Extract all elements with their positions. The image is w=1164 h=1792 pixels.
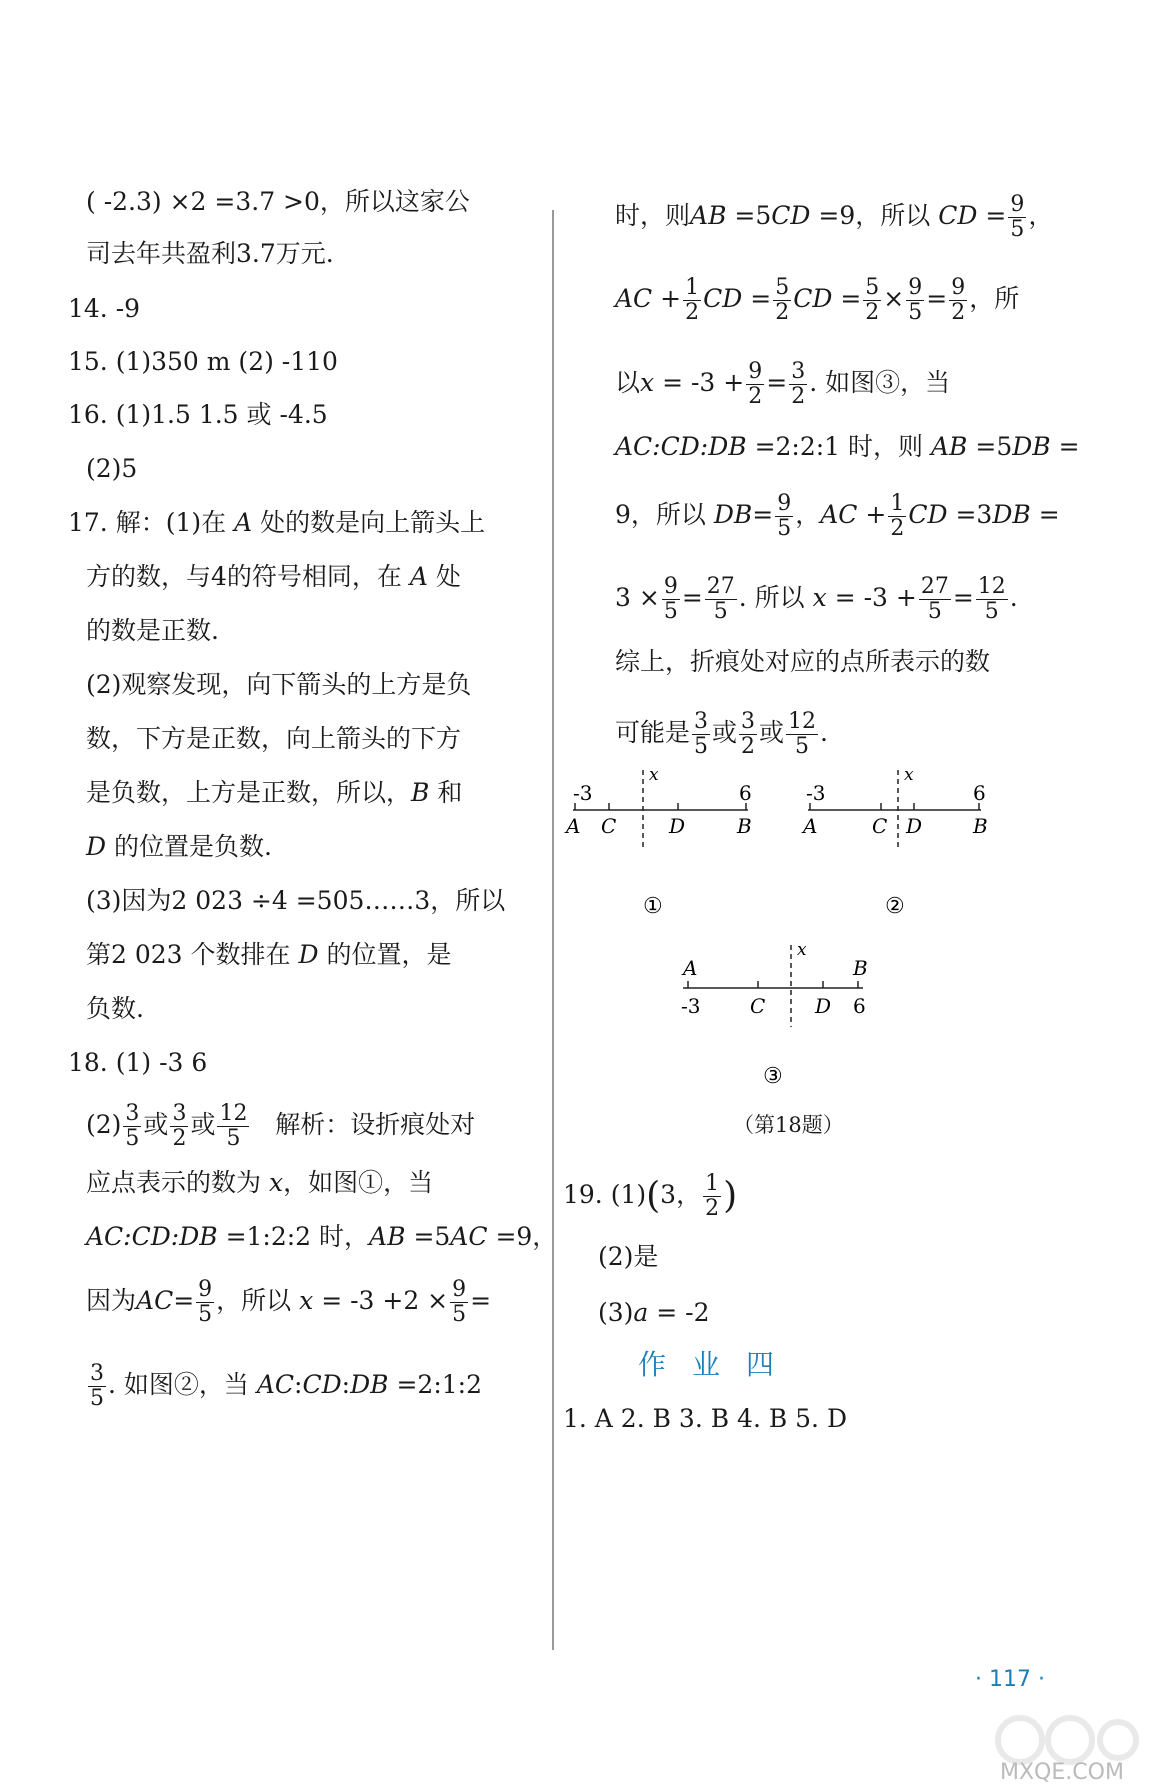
text-line: 综上，折痕处对应的点所表示的数: [615, 647, 991, 676]
answer-19: 19. (1)(3， $\frac{1}{2}$ ): [563, 1171, 738, 1221]
text-line: 的数是正数.: [86, 616, 219, 645]
text-line: 可能是 $\frac{3}{5}$ 或 $\frac{3}{2}$ 或 $\frac{12}{5}$ .: [615, 709, 828, 759]
text-line: 应点表示的数为 x，如图①，当: [86, 1168, 434, 1197]
figure-label: ②: [885, 894, 905, 919]
text-line: 9，所以 DB= $\frac{9}{5}$ ，AC + $\frac{1}{2}$ CD =3DB =: [615, 491, 1060, 541]
text-line: 方的数，与4的符号相同，在 A 处: [86, 562, 461, 591]
section-heading: 作业四: [638, 1348, 801, 1381]
text-line: 数，下方是正数，向上箭头的下方: [86, 724, 462, 753]
point-label: B: [853, 956, 868, 980]
point-label: D: [815, 994, 832, 1018]
tick-label: -3: [573, 781, 593, 805]
fraction: $\frac{3}{5}$: [90, 1361, 104, 1411]
fraction: $\frac{1}{2}$: [685, 275, 700, 325]
fraction: $\frac{9}{5}$: [777, 491, 792, 541]
fold-label: x: [797, 940, 807, 960]
answer-18: 18. (1) -3 6: [68, 1048, 208, 1077]
point-label: B: [737, 814, 752, 838]
point-label: C: [601, 814, 617, 838]
fraction: $\frac{27}{5}$: [706, 574, 735, 624]
fraction: $\frac{12}{5}$: [219, 1101, 248, 1151]
answer-16: 16. (1)1.5 1.5 或 -4.5: [68, 400, 328, 429]
answer-18-2: (2) $\frac{3}{5}$ 或 $\frac{3}{2}$ 或 $\frac{12}{5}$ 解析：设折痕处对: [86, 1101, 476, 1151]
answer-14: 14. -9: [68, 294, 141, 323]
text-line: $\frac{3}{5}$ . 如图②，当 AC:CD:DB =2:1:2: [90, 1361, 482, 1411]
text-line: 是负数，上方是正数，所以，B 和: [86, 778, 463, 807]
tick-label: 6: [739, 781, 752, 805]
point-label: D: [906, 814, 923, 838]
answer-19-2: (2)是: [598, 1242, 659, 1271]
point-label: A: [683, 956, 698, 980]
fraction: $\frac{1}{2}$: [890, 491, 905, 541]
fold-label: x: [904, 765, 914, 785]
column-divider: [552, 210, 554, 1650]
text-line: 因为AC= $\frac{9}{5}$ ，所以 x = -3 +2 × $\frac{9}{5}$ =: [86, 1277, 492, 1327]
text-line: 负数.: [86, 994, 144, 1023]
text-line: 时，则AB =5CD =9，所以 CD = $\frac{9}{5}$ ，: [615, 192, 1054, 242]
text-line: AC + $\frac{1}{2}$ CD = $\frac{5}{2}$ CD = $\frac{5}{2}$ × $\frac{9}{5}$ = $\frac{9}{2}$ ，所: [615, 275, 1020, 325]
text-line: (3)因为2 023 ÷4 =505……3，所以: [86, 886, 506, 915]
text-line: AC:CD:DB =1:2:2 时，AB =5AC =9，: [86, 1222, 558, 1251]
number-line-figures: [563, 765, 1093, 1105]
choice-answers: 1. A 2. B 3. B 4. B 5. D: [563, 1404, 847, 1433]
fraction: $\frac{9}{5}$: [452, 1277, 467, 1327]
point-label: D: [669, 814, 686, 838]
fraction: $\frac{3}{5}$: [694, 709, 709, 759]
watermark-text: MXQE.COM: [1000, 1760, 1124, 1785]
fraction: $\frac{5}{2}$: [865, 275, 880, 325]
fraction: $\frac{9}{5}$: [908, 275, 923, 325]
text-line: 第2 023 个数排在 D 的位置，是: [86, 940, 452, 969]
tick-label: 6: [973, 781, 986, 805]
answer-16-2: (2)5: [86, 454, 138, 483]
point-label: B: [973, 814, 988, 838]
fraction: $\frac{3}{5}$: [125, 1101, 140, 1151]
answer-15: 15. (1)350 m (2) -110: [68, 347, 338, 376]
text-line: 以x = -3 + $\frac{9}{2}$ = $\frac{3}{2}$ . 如图③，当: [615, 359, 951, 409]
fraction: $\frac{3}{2}$: [741, 709, 756, 759]
point-label: C: [872, 814, 888, 838]
tick-label: -3: [681, 994, 701, 1018]
page-number: · 117 ·: [975, 1667, 1045, 1692]
text-line: 司去年共盈利3.7万元.: [86, 239, 334, 268]
figure-2: [801, 765, 988, 919]
text-line: ( -2.3) ×2 =3.7 >0，所以这家公: [86, 187, 470, 216]
figure-1: [564, 765, 752, 919]
fraction: $\frac{3}{2}$: [172, 1101, 187, 1151]
fraction: $\frac{12}{5}$: [977, 574, 1006, 624]
point-label: A: [566, 814, 581, 838]
tick-label: 6: [853, 994, 866, 1018]
point-label: C: [750, 994, 766, 1018]
text-line: (2)观察发现，向下箭头的上方是负: [86, 670, 472, 699]
fraction: $\frac{9}{5}$: [663, 574, 678, 624]
fraction: $\frac{9}{5}$: [198, 1277, 213, 1327]
fraction: $\frac{9}{2}$: [951, 275, 966, 325]
text-line: D 的位置是负数.: [86, 832, 272, 861]
text-line: 3 × $\frac{9}{5}$ = $\frac{27}{5}$ . 所以 x = -3 + $\frac{27}{5}$ = $\frac{12}{5}$ .: [615, 574, 1018, 624]
text-line: AC:CD:DB =2:2:1 时，则 AB =5DB =: [615, 432, 1080, 461]
point-label: A: [803, 814, 818, 838]
fraction: $\frac{9}{2}$: [748, 359, 763, 409]
answer-17: 17. 解：(1)在 A 处的数是向上箭头上: [68, 508, 486, 537]
fraction: $\frac{9}{5}$: [1010, 192, 1025, 242]
fraction: $\frac{5}{2}$: [775, 275, 790, 325]
answer-19-3: (3)a = -2: [598, 1298, 710, 1327]
figure-3: [681, 940, 868, 1089]
fraction: $\frac{1}{2}$: [705, 1171, 720, 1221]
tick-label: -3: [806, 781, 826, 805]
fraction: $\frac{27}{5}$: [920, 574, 949, 624]
fraction: $\frac{3}{2}$: [791, 359, 806, 409]
figure-label: ①: [643, 894, 663, 919]
figure-caption: （第18题）: [733, 1113, 844, 1137]
figure-label: ③: [763, 1064, 783, 1089]
fraction: $\frac{12}{5}$: [788, 709, 817, 759]
fold-label: x: [649, 765, 659, 785]
